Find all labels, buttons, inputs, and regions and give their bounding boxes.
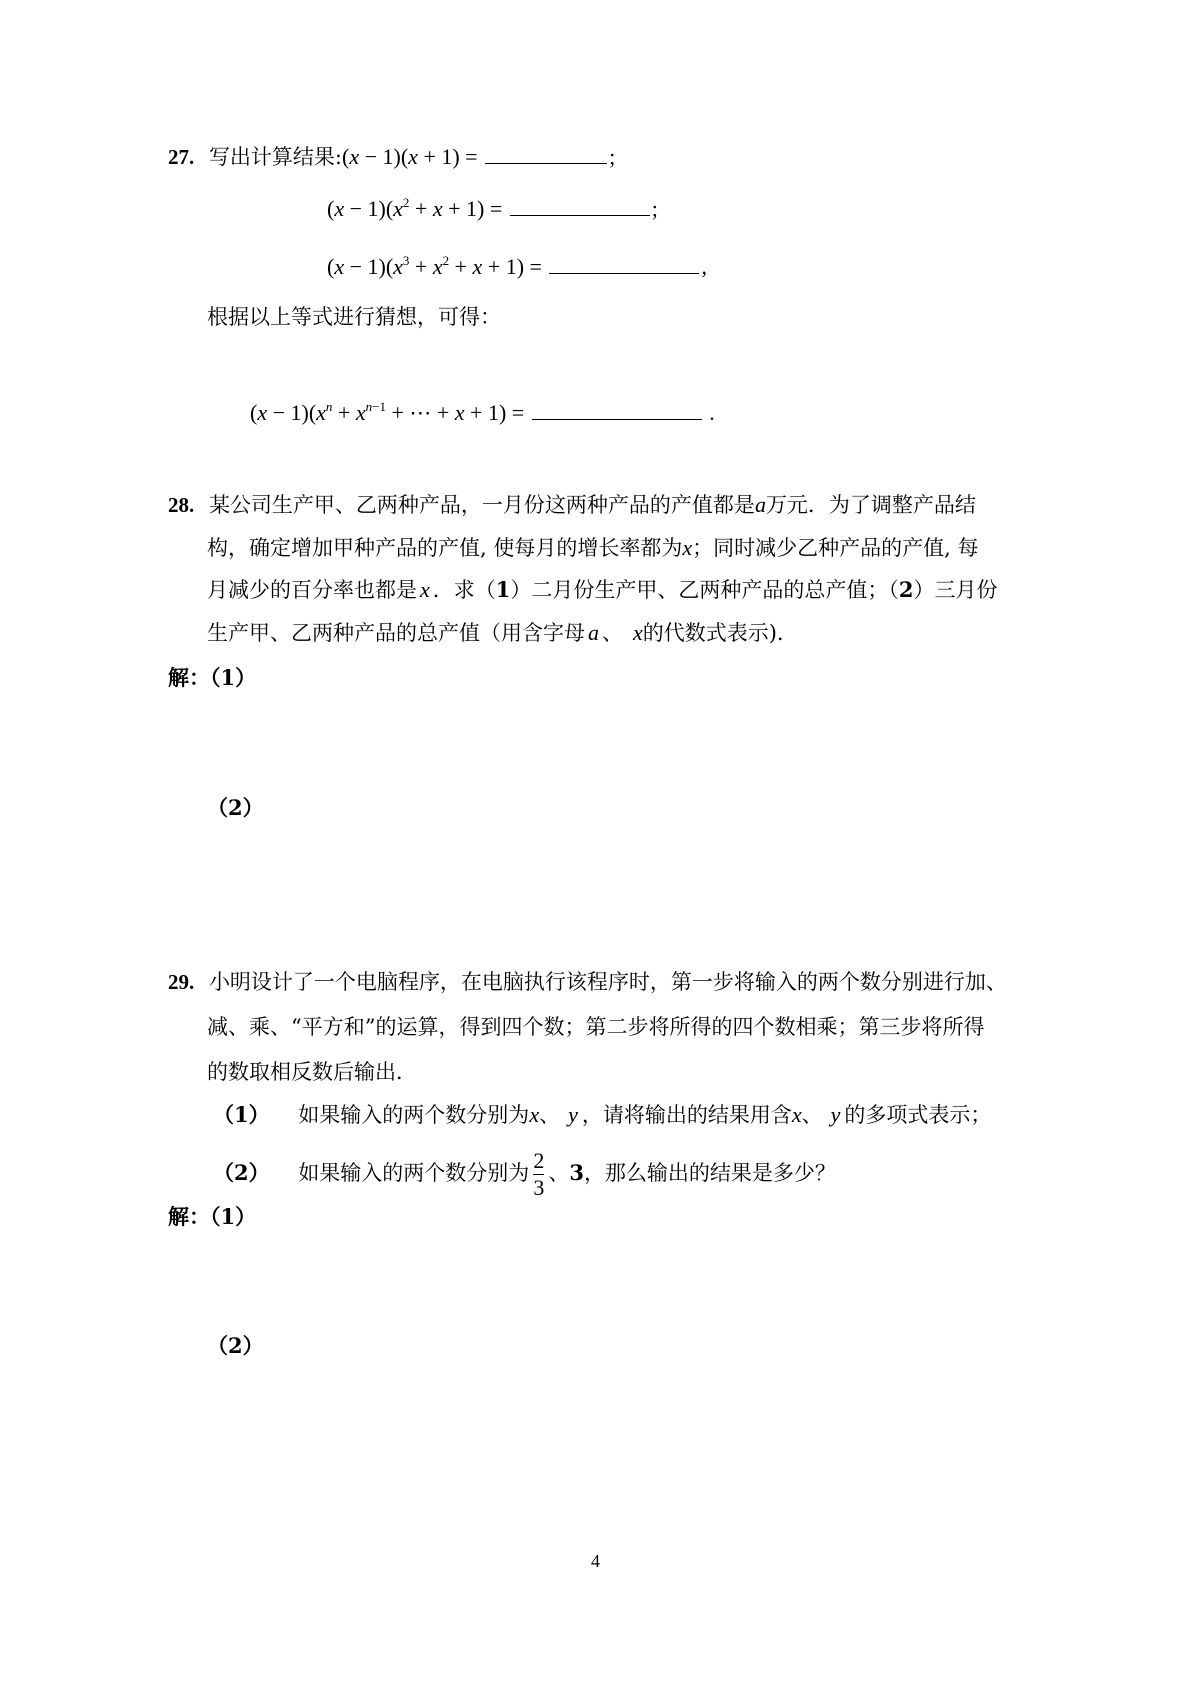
q29-item1 [213,1100,991,1130]
q28-text: ；同时减少乙种产品的产值, 每 [692,536,979,560]
q29-sep: 、 [801,1103,823,1127]
q27-expr2: $(x - 1)(x^2 + x + 1)$ = ; [327,195,658,221]
q27-line2 [327,194,658,224]
q28-number: 28. [168,493,195,517]
q29-three: 3 [569,1160,584,1185]
q27-blank3[interactable] [549,255,699,274]
q28-text: 某公司生产甲、乙两种产品，一月份这两种产品的产值都是 [208,493,755,517]
q27-line1 [168,142,615,172]
q29-line2: 减、乘、“平方和”的运算，得到四个数；第二步将所得的四个数相乘；第三步将所得 [207,1015,985,1039]
q29-solution1: 解：（1） [168,1204,257,1229]
q28-part-num: 2 [898,577,914,602]
q29-text: 如果输入的两个数分别为 [298,1161,530,1185]
q28-text: 构，确定增加甲种产品的产值, 使每月的增长率都为 [207,536,683,560]
var-y: y [568,1102,578,1127]
q29-text: ，请将输出的结果用含 [581,1103,792,1127]
var-x: x [420,577,430,602]
var-x: x [682,535,693,560]
q28-text: 万元．为了调整产品结 [765,493,976,517]
q27-expr3: $(x - 1)(x^3 + x^2 + x + 1)$ = , [327,253,707,279]
q29-text: 的多项式表示； [844,1103,992,1127]
q29-line3: 的数取相反数后输出． [207,1060,417,1084]
q27-line4 [250,398,715,428]
q27-expr1: (x − 1)(x + 1) = ; [342,144,616,169]
page-number: 4 [591,1551,600,1571]
q28-text: 生产甲、乙两种产品的总产值（用含字母 [207,621,585,645]
q28-sep: 、 [602,621,623,645]
var-a: a [588,620,599,645]
q29-text: 小明设计了一个电脑程序，在电脑执行该程序时，第一步将输入的两个数分别进行加、 [208,970,1007,994]
q28-text: ）二月份生产甲、乙两种产品的总产值；（ [510,578,899,602]
q29-item1-label: （1） [213,1102,270,1127]
q28-text: 月减少的百分率也都是 [207,578,417,602]
frac-numerator: 2 [533,1148,545,1173]
q27-prompt: 写出计算结果: [208,145,343,169]
var-x: x [791,1102,802,1127]
q28-text: ）三月份 [913,578,998,602]
q28-line1 [168,490,976,520]
q29-text: 如果输入的两个数分别为 [298,1103,530,1127]
q29-number: 29. [168,970,195,994]
q29-solution2: （2） [207,1333,264,1358]
q29-text: ，那么输出的结果是多少？ [583,1161,836,1185]
q28-text: ．求（ [432,578,496,602]
var-x: x [529,1102,540,1127]
q28-solution1: 解：（1） [168,665,257,690]
q28-line2 [207,533,978,563]
q29-line1 [168,967,1007,997]
q28-text: 的代数式表示)． [642,621,798,645]
q29-item2-label: （2） [213,1160,270,1185]
q28-part-num: 1 [495,577,511,602]
q29-sep: 、 [539,1103,561,1127]
q27-number: 27. [168,145,195,169]
q27-blank1[interactable] [485,145,607,164]
q27-blank4[interactable] [532,401,702,420]
q27-expr4: $(x - 1)(x^n + x^{n-1}$ + ⋯ + x + 1) = . [250,399,715,425]
q28-line4 [207,618,798,648]
q28-line3 [207,575,998,605]
q27-conclusion: 根据以上等式进行猜想，可得： [207,305,501,329]
q29-text: 、 [548,1161,570,1185]
q28-solution2: （2） [207,795,264,820]
var-x: x [633,620,643,645]
frac-denominator: 3 [533,1175,545,1200]
q27-blank2[interactable] [510,197,650,216]
var-y: y [830,1102,841,1127]
var-a: a [754,492,766,517]
fraction-two-thirds [533,1148,544,1201]
q29-item2 [213,1148,836,1201]
q27-line3 [327,252,707,282]
